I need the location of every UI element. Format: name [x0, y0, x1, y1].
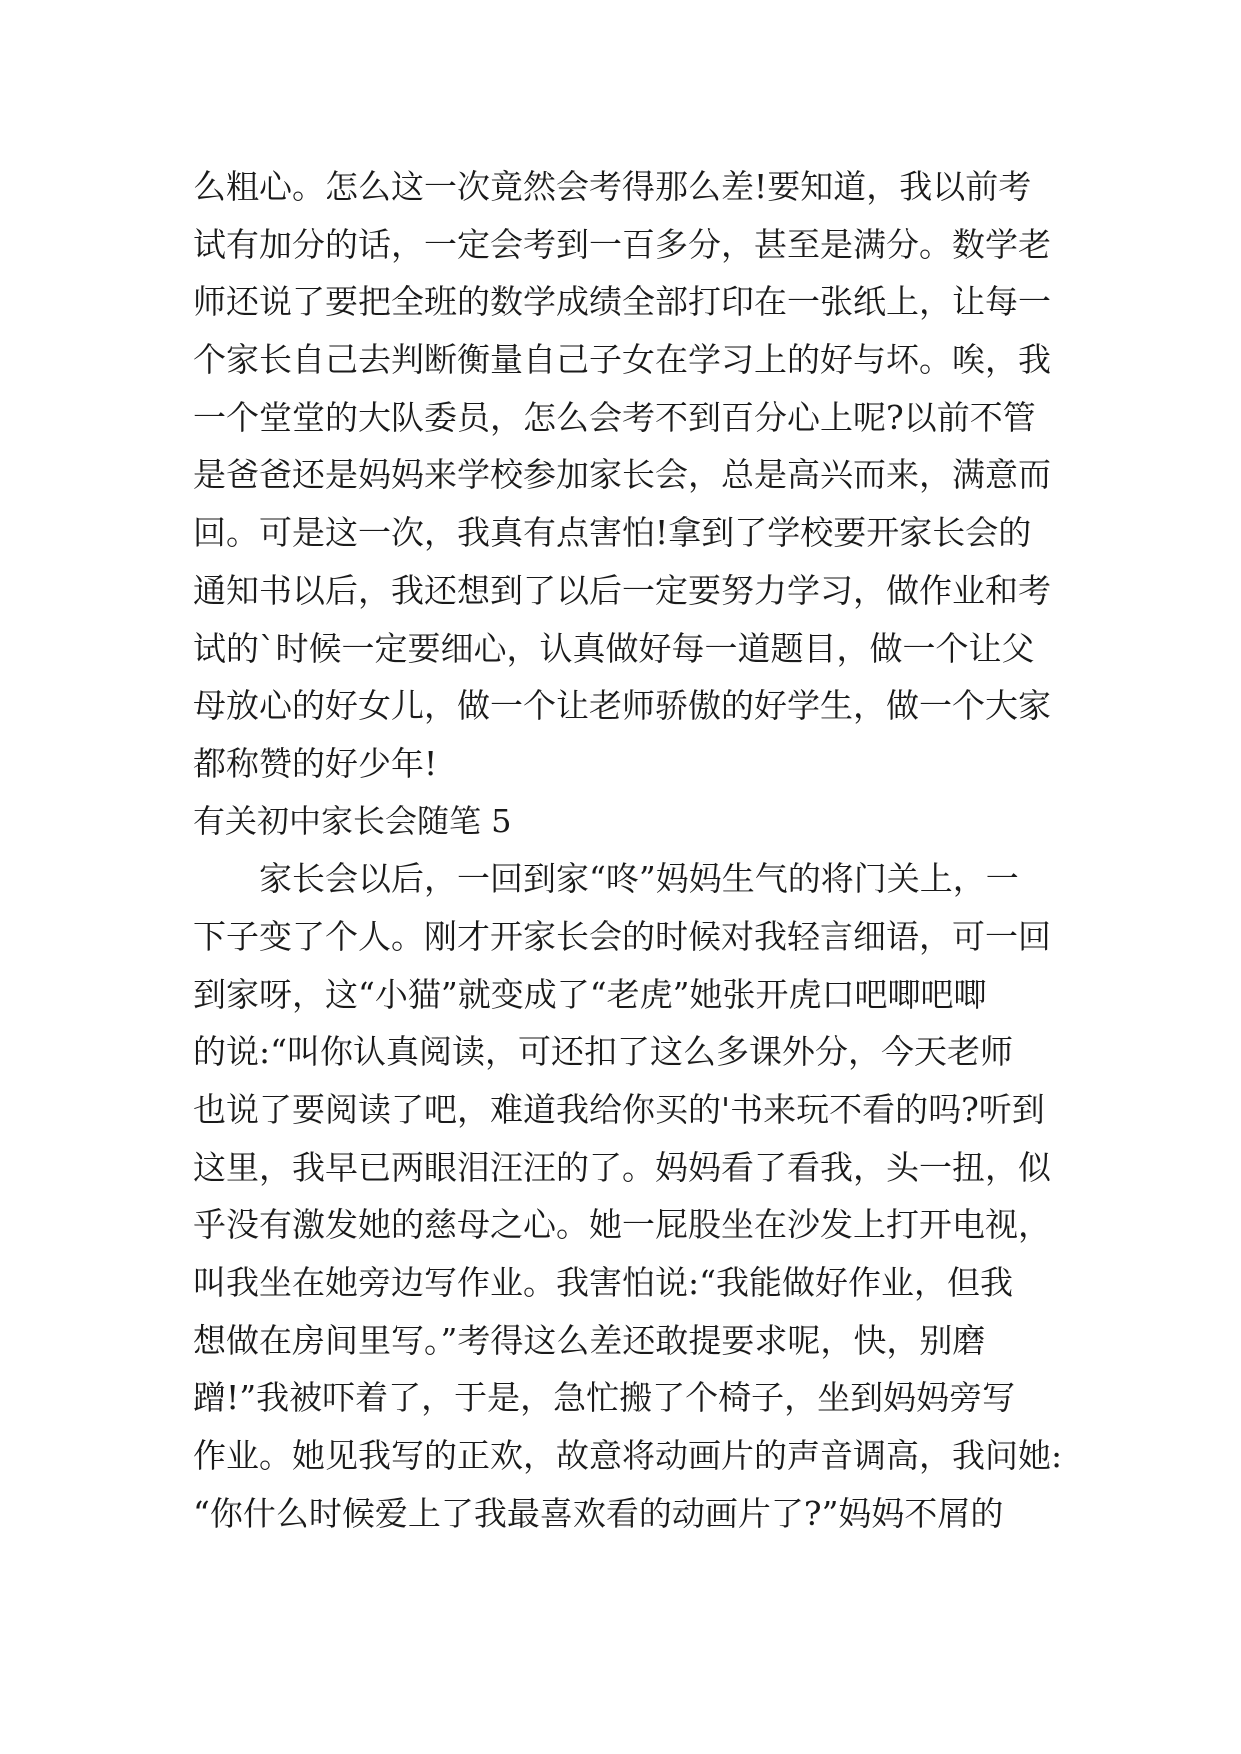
section-heading: 有关初中家长会随笔 5 — [193, 801, 512, 840]
text-line: 么粗心。怎么这一次竟然会考得那么差!要知道，我以前考 — [193, 167, 1032, 206]
text-line: 家长会以后，一回到家“咚”妈妈生气的将门关上，一 — [259, 859, 1019, 899]
text-line: 是爸爸还是妈妈来学校参加家长会，总是高兴而来，满意而 — [193, 455, 1051, 495]
text-line: 师还说了要把全班的数学成绩全部打印在一张纸上，让每一 — [193, 282, 1051, 322]
text-line: 试有加分的话，一定会考到一百多分，甚至是满分。数学老 — [193, 224, 1051, 264]
text-line: “你什么时候爱上了我最喜欢看的动画片了?”妈妈不屑的 — [193, 1493, 1004, 1533]
text-line: 蹭!”我被吓着了，于是，急忙搬了个椅子，坐到妈妈旁写 — [193, 1378, 1016, 1418]
text-line: 想做在房间里写。”考得这么差还敢提要求呢，快，别磨 — [193, 1320, 986, 1360]
text-line: 的说:“叫你认真阅读，可还扣了这么多课外分，今天老师 — [193, 1032, 1013, 1072]
text-line: 试的`时候一定要细心，认真做好每一道题目，做一个让父 — [193, 628, 1035, 668]
text-line: 下子变了个人。刚才开家长会的时候对我轻言细语，可一回 — [193, 916, 1051, 956]
text-line: 到家呀，这“小猫”就变成了“老虎”她张开虎口吧唧吧唧 — [193, 974, 987, 1014]
text-line: 母放心的好女儿，做一个让老师骄傲的好学生，做一个大家 — [193, 686, 1051, 726]
text-line: 这里，我早已两眼泪汪汪的了。妈妈看了看我，头一扭，似 — [193, 1147, 1051, 1187]
text-line: 都称赞的好少年! — [193, 743, 438, 783]
text-line: 回。可是这一次，我真有点害怕!拿到了学校要开家长会的 — [193, 513, 1032, 553]
text-line: 也说了要阅读了吧，难道我给你买的'书来玩不看的吗?听到 — [193, 1090, 1045, 1129]
document-body — [193, 158, 1063, 1543]
text-line: 乎没有激发她的慈母之心。她一屁股坐在沙发上打开电视， — [193, 1205, 1051, 1245]
text-line: 一个堂堂的大队委员，怎么会考不到百分心上呢?以前不管 — [193, 397, 1036, 437]
text-line: 通知书以后，我还想到了以后一定要努力学习，做作业和考 — [193, 570, 1051, 610]
text-line: 叫我坐在她旁边写作业。我害怕说:“我能做好作业，但我 — [193, 1263, 1013, 1303]
text-line: 作业。她见我写的正欢，故意将动画片的声音调高，我问她: — [193, 1436, 1063, 1476]
text-line: 个家长自己去判断衡量自己子女在学习上的好与坏。唉，我 — [193, 340, 1051, 380]
